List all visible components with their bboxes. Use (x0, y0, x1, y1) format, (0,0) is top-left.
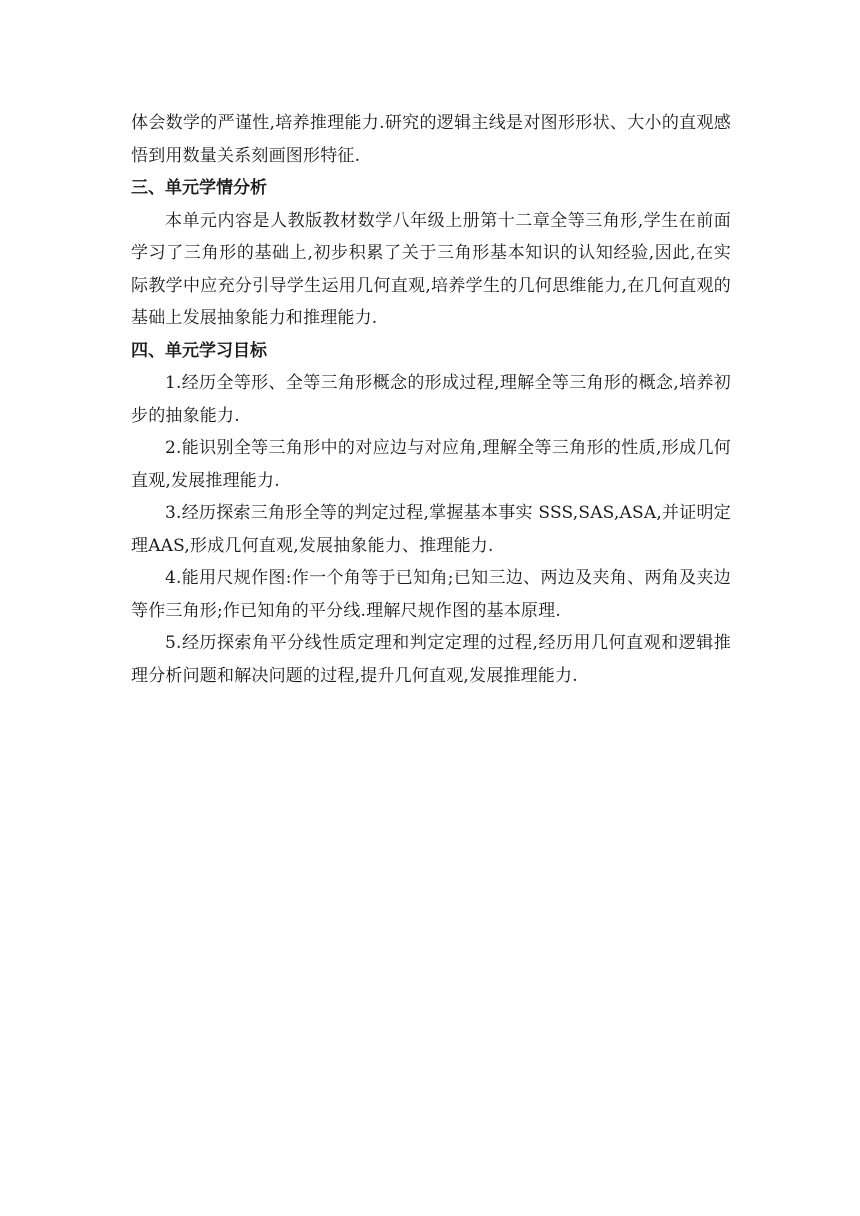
objective-item-2: 2.能识别全等三角形中的对应边与对应角,理解全等三角形的性质,形成几何直观,发展推理能力. (131, 438, 731, 491)
document-body (131, 107, 731, 692)
objective-item-4: 4.能用尺规作图:作一个角等于已知角;已知三边、两边及夹角、两角及夹边等作三角形;作已知角的平分线.理解尺规作图的基本原理. (131, 568, 731, 621)
objective-item-5: 5.经历探索角平分线性质定理和判定定理的过程,经历用几何直观和逻辑推理分析问题和解决问题的过程,提升几何直观,发展推理能力. (131, 633, 731, 686)
objective-item-1: 1.经历全等形、全等三角形概念的形成过程,理解全等三角形的概念,培养初步的抽象能力. (131, 373, 731, 426)
section-heading-learning-objectives: 四、单元学习目标 (131, 340, 267, 361)
learner-analysis-paragraph: 本单元内容是人教版教材数学八年级上册第十二章全等三角形,学生在前面学习了三角形的基础上,初步积累了关于三角形基本知识的认知经验,因此,在实际教学中应充分引导学生运用几何直观,培养学生的几何思维能力,在几何直观的基础上发展抽象能力和推理能力. (131, 210, 731, 328)
section-heading-learner-analysis: 三、单元学情分析 (131, 178, 267, 198)
objective-item-3: 3.经历探索三角形全等的判定过程,掌握基本事实 SSS,SAS,ASA,并证明定理AAS,形成几何直观,发展抽象能力、推理能力. (131, 503, 731, 556)
intro-paragraph: 体会数学的严谨性,培养推理能力.研究的逻辑主线是对图形形状、大小的直观感悟到用数量关系刻画图形特征. (131, 113, 731, 166)
